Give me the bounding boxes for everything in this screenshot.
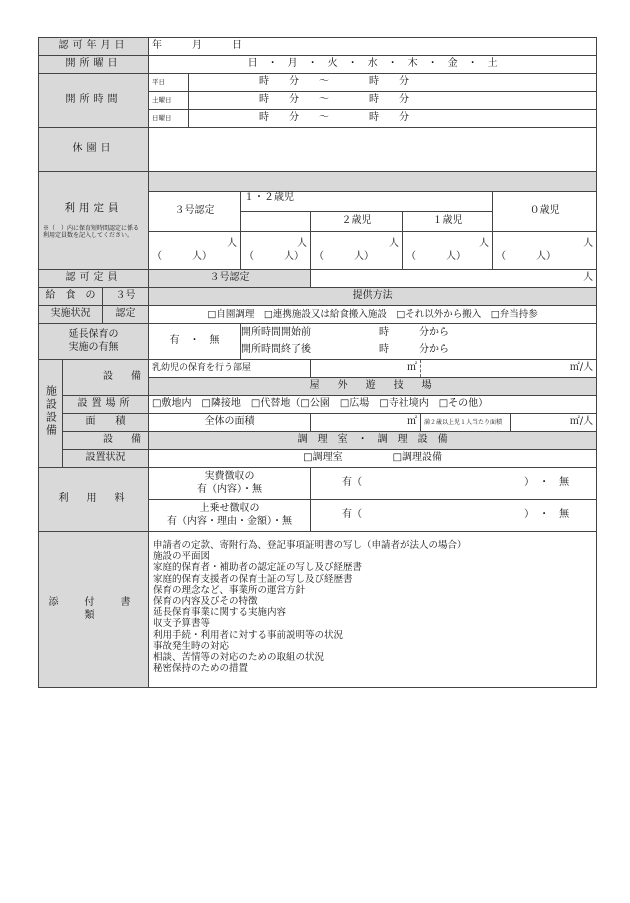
- saturday-hours-field[interactable]: 時 分 ～ 時 分: [189, 92, 597, 110]
- per-child-area-field[interactable]: ㎡/人: [511, 414, 597, 432]
- weekday-hours-field[interactable]: 時 分 ～ 時 分: [189, 74, 597, 92]
- per-child-area-label: 満２歳以上児１人当たり面積: [421, 414, 511, 432]
- status-row: [39, 450, 597, 468]
- location-label: 設置場所: [63, 396, 149, 414]
- attachment-item: 相談、苦情等の対応のための取組の状況: [153, 652, 325, 664]
- approval-date-row: [39, 38, 597, 56]
- attachments-row: [39, 532, 597, 688]
- capacity-age1-value[interactable]: [403, 232, 493, 270]
- capacity-cert3-paren: （ 人）: [152, 250, 213, 262]
- fees-actual-label: [149, 468, 311, 500]
- fees-actual-no: ） ・ 無: [524, 477, 570, 489]
- opening-hours-weekday-row: [39, 74, 597, 92]
- capacity-blank-cell: [241, 212, 311, 232]
- capacity-cert3-value[interactable]: [149, 232, 241, 270]
- capacity-age2-unit: 人: [389, 238, 400, 249]
- fees-extra-a: 上乗せ徴収の: [199, 503, 260, 514]
- capacity-cert3-header: ３号認定: [149, 192, 241, 232]
- capacity-age12-header: １・２歳児: [241, 192, 493, 212]
- opening-hours-label: 開所時間: [39, 74, 149, 128]
- capacity-age0-header: ０歳児: [493, 192, 597, 232]
- meals-label-d: 認定: [103, 306, 149, 324]
- nursery-room-area[interactable]: ㎡: [311, 360, 421, 378]
- capacity-age1-header: １歳児: [403, 212, 493, 232]
- extended-care-times[interactable]: [241, 324, 597, 360]
- attachment-item: 収支予算書等: [153, 618, 211, 630]
- opening-days-row: [39, 56, 597, 74]
- capacity-age1-paren: （ 人）: [406, 250, 467, 262]
- area-label: 面 積: [63, 414, 149, 432]
- nursery-room-label: 乳幼児の保育を行う部屋: [149, 360, 311, 378]
- attachment-item: 保育の内容及びその特徴: [153, 596, 258, 608]
- meals-label-b: ３号: [103, 288, 149, 306]
- kitchen-header: 調 理 室 ・ 調 理 設 備: [149, 432, 597, 450]
- attachment-item: 家庭的保育者・補助者の認定証の写し及び経歴書: [153, 562, 363, 574]
- sunday-label: 日曜日: [149, 110, 189, 128]
- meals-method-header: 提供方法: [149, 288, 597, 306]
- capacity-age1-unit: 人: [479, 238, 490, 249]
- attachment-item: 利用手続・利用者に対する事前説明等の状況: [153, 629, 344, 641]
- capacity-note: ※（ ）内に保育短時間認定に係る利用定員数を記入してください。: [43, 224, 140, 240]
- opening-days-field[interactable]: 日 ・ 月 ・ 火 ・ 水 ・ 木 ・ 金 ・ 土: [149, 56, 597, 74]
- fees-actual-yes: 有（: [342, 477, 363, 489]
- attachment-item: 家庭的保育支援者の保育士証の写し及び経歴書: [153, 573, 353, 585]
- extended-before-value: 時 分から: [379, 327, 450, 338]
- fees-actual-field[interactable]: [311, 468, 597, 500]
- extended-after-label: 開所時間終了後: [241, 343, 312, 355]
- meals-label-a: 給 食 の: [39, 288, 103, 306]
- capacity-age0-value[interactable]: [493, 232, 597, 270]
- attachment-item: 申請者の定款、寄附行為、登記事項証明書の写し（申請者が法人の場合）: [153, 540, 467, 551]
- kitchen-header-row: [39, 432, 597, 450]
- facility-equipment-label: 設 備: [63, 360, 149, 396]
- approved-capacity-row: [39, 270, 597, 288]
- capacity-age2-header: ２歳児: [311, 212, 403, 232]
- extended-care-label-b: 実施の有無: [68, 341, 119, 353]
- location-options[interactable]: □敷地内 □隣接地 □代替地（□公園 □広場 □寺社境内 □その他）: [149, 396, 597, 414]
- holidays-row: [39, 128, 597, 172]
- total-area-field[interactable]: ㎡: [311, 414, 421, 432]
- playground-header: 屋 外 遊 技 場: [149, 378, 597, 396]
- saturday-label: 土曜日: [149, 92, 189, 110]
- attachment-item: 事故発生時の対応: [153, 640, 230, 652]
- status-label: 設置状況: [63, 450, 149, 468]
- approved-capacity-label: 認可定員: [39, 270, 149, 288]
- meals-row-1: [39, 288, 597, 306]
- extended-before-label: 開所時間開始前: [241, 327, 312, 338]
- meals-label-c: 実施状況: [39, 306, 103, 324]
- fees-label: 利 用 料: [39, 468, 149, 532]
- sunday-hours-field[interactable]: 時 分 ～ 時 分: [189, 110, 597, 128]
- capacity-age2-paren: （ 人）: [314, 250, 375, 262]
- status-options[interactable]: □調理室 □調理設備: [149, 450, 597, 468]
- capacity-age2-value[interactable]: [311, 232, 403, 270]
- approved-capacity-field[interactable]: 人: [311, 270, 597, 288]
- capacity-label: 利用定員: [64, 201, 123, 214]
- extended-care-label-cell: [39, 324, 149, 360]
- meals-row-2: [39, 306, 597, 324]
- facility-group-label: 施設設備: [44, 385, 58, 438]
- fees-extra-no: ） ・ 無: [524, 509, 570, 521]
- capacity-gray-band: [149, 172, 597, 192]
- fees-extra-yes: 有（: [342, 509, 363, 521]
- capacity-label-cell: [39, 172, 149, 270]
- meals-options[interactable]: □自園調理 □連携施設又は給食搬入施設 □それ以外から搬入 □弁当持参: [149, 306, 597, 324]
- facility-room-row: [39, 360, 597, 378]
- capacity-gray-row: [39, 172, 597, 192]
- capacity-age12-unit: 人: [297, 238, 308, 249]
- attachments-list: [149, 532, 597, 688]
- equipment2-label: 設 備: [63, 432, 149, 450]
- attachment-item: 秘密保持のための措置: [153, 663, 249, 675]
- fees-actual-a: 実費徴収の: [204, 471, 255, 482]
- holidays-label: 休園日: [39, 128, 149, 172]
- extended-care-yesno[interactable]: 有 ・ 無: [149, 324, 241, 360]
- fees-actual-b: 有（内容）・無: [197, 483, 263, 495]
- facility-group-label-cell: [39, 360, 63, 468]
- weekday-label: 平日: [149, 74, 189, 92]
- total-area-label: 全体の面積: [149, 414, 311, 432]
- capacity-age12-value[interactable]: [241, 232, 311, 270]
- approved-capacity-cert3: ３号認定: [149, 270, 311, 288]
- attachment-item: 施設の平面図: [153, 551, 211, 563]
- fees-extra-label: [149, 500, 311, 532]
- fees-extra-field[interactable]: [311, 500, 597, 532]
- attachment-item: 延長保育事業に関する実施内容: [153, 607, 287, 619]
- application-form-table: [38, 37, 597, 688]
- approval-date-label: 認可年月日: [39, 38, 149, 56]
- extended-after-value: 時 分から: [379, 343, 450, 355]
- opening-days-label: 開所曜日: [39, 56, 149, 74]
- capacity-cert3-unit: 人: [227, 238, 238, 249]
- capacity-age0-paren: （ 人）: [496, 250, 557, 262]
- attachments-label: 添 付 書 類: [39, 532, 149, 688]
- capacity-age0-unit: 人: [583, 238, 594, 249]
- area-row: [39, 414, 597, 432]
- extended-care-row: [39, 324, 597, 360]
- fees-actual-row: [39, 468, 597, 500]
- approval-date-field[interactable]: 年 月 日: [149, 38, 597, 56]
- extended-care-label-a: 延長保育の: [68, 329, 119, 340]
- location-row: [39, 396, 597, 414]
- nursery-room-area-per[interactable]: ㎡/人: [421, 360, 597, 378]
- holidays-field[interactable]: [149, 128, 597, 172]
- capacity-age12-paren: （ 人）: [244, 250, 305, 262]
- fees-extra-b: 有（内容・理由・金額）・無: [167, 515, 293, 527]
- attachment-item: 保育の理念など、事業所の運営方針: [153, 584, 306, 596]
